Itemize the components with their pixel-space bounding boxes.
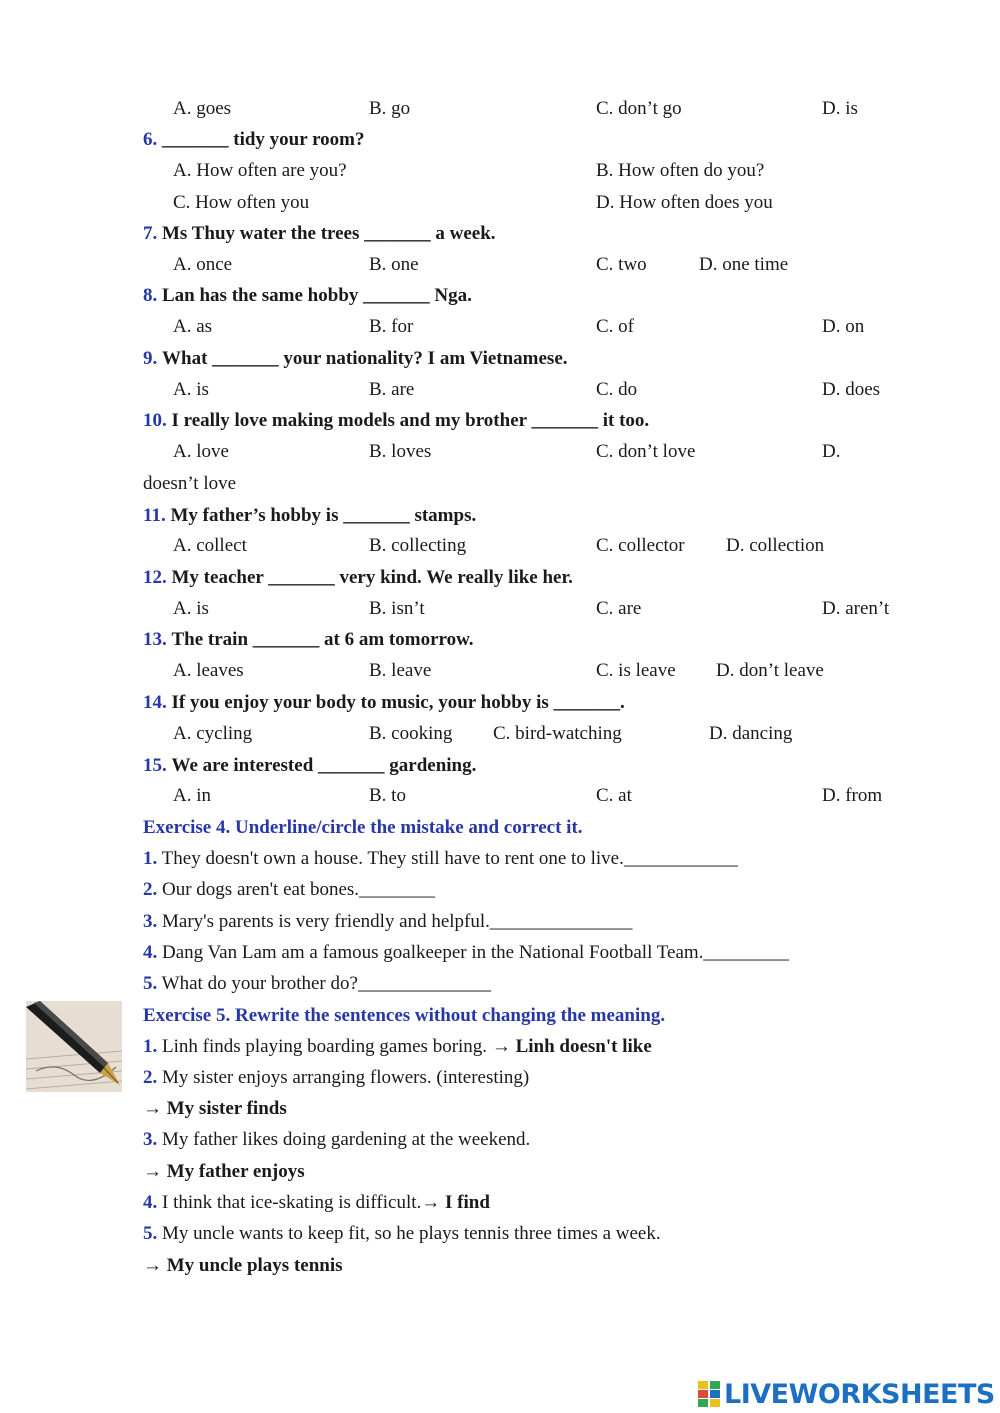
item-text: I think that ice-skating is difficult. <box>162 1192 422 1213</box>
item-number: 5. <box>143 1223 158 1244</box>
q12-option-a[interactable]: A. is <box>173 598 209 619</box>
q13-option-d[interactable]: D. don’t leave <box>716 660 824 681</box>
arrow-icon: → <box>143 1255 162 1276</box>
exercise-5-item <box>143 1067 529 1089</box>
question-stem: Ms Thuy water the trees _______ a week. <box>162 223 496 244</box>
question-stem: The train _______ at 6 am tomorrow. <box>171 629 474 650</box>
q7-option-b[interactable]: B. one <box>369 254 419 275</box>
arrow-icon: → <box>491 1036 511 1057</box>
q7-option-c[interactable]: C. two <box>596 254 647 275</box>
arrow-icon: → <box>421 1192 441 1213</box>
q6-option-d[interactable]: D. How often does you <box>596 192 773 213</box>
question-stem: My father’s hobby is _______ stamps. <box>170 505 477 526</box>
q14-option-c[interactable]: C. bird-watching <box>493 723 622 744</box>
exercise-5-item <box>143 1223 661 1245</box>
exercise-4-title: Exercise 4. Underline/circle the mistake and correct it. <box>143 817 583 838</box>
item-number: 1. <box>143 848 158 869</box>
item-text: Dang Van Lam am a famous goalkeeper in the National Football Team._________ <box>162 942 789 963</box>
arrow-icon: → <box>143 1161 162 1182</box>
rewrite-prompt[interactable]: My sister finds <box>162 1098 287 1119</box>
q5-option-d[interactable]: D. is <box>822 98 858 119</box>
question-number: 12. <box>143 567 167 588</box>
q5-option-a[interactable]: A. goes <box>173 98 232 119</box>
item-text: They doesn't own a house. They still have to rent one to live.____________ <box>161 848 738 869</box>
exercise-5-title: Exercise 5. Rewrite the sentences without changing the meaning. <box>143 1005 666 1026</box>
question-number: 11. <box>143 505 166 526</box>
item-text: My uncle wants to keep fit, so he plays tennis three times a week. <box>162 1223 661 1244</box>
q11-option-b[interactable]: B. collecting <box>369 535 467 556</box>
question-14 <box>143 692 625 714</box>
item-number: 5. <box>143 973 158 994</box>
q6-option-b[interactable]: B. How often do you? <box>596 160 765 181</box>
rewrite-prompt[interactable]: My uncle plays tennis <box>162 1255 343 1276</box>
q9-option-b[interactable]: B. are <box>369 379 415 400</box>
logo-text: LIVEWORKSHEETS <box>724 1378 995 1410</box>
q13-option-a[interactable]: A. leaves <box>173 660 244 681</box>
exercise-5-item <box>143 1192 490 1214</box>
question-12 <box>143 567 573 589</box>
q10-option-b[interactable]: B. loves <box>369 441 432 462</box>
exercise-5-answer-line <box>143 1255 343 1277</box>
question-stem: My teacher _______ very kind. We really like her. <box>171 567 573 588</box>
q9-option-d[interactable]: D. does <box>822 379 881 400</box>
question-stem: _______ tidy your room? <box>162 129 365 150</box>
q11-option-c[interactable]: C. collector <box>596 535 685 556</box>
q9-option-a[interactable]: A. is <box>173 379 209 400</box>
q8-option-a[interactable]: A. as <box>173 316 213 337</box>
question-7 <box>143 223 496 245</box>
liveworksheets-logo <box>698 1378 995 1410</box>
item-text: Our dogs aren't eat bones.________ <box>162 879 436 900</box>
rewrite-prompt[interactable]: My father enjoys <box>162 1161 305 1182</box>
q15-option-b[interactable]: B. to <box>369 785 406 806</box>
q6-option-a[interactable]: A. How often are you? <box>173 160 347 181</box>
question-stem: If you enjoy your body to music, your hobby is _______. <box>171 692 625 713</box>
question-number: 9. <box>143 348 158 369</box>
q9-option-c[interactable]: C. do <box>596 379 638 400</box>
question-8 <box>143 285 472 307</box>
item-number: 4. <box>143 942 158 963</box>
question-stem: Lan has the same hobby _______ Nga. <box>162 285 472 306</box>
exercise-5-item <box>143 1036 652 1058</box>
exercise-4-item[interactable] <box>143 942 789 964</box>
item-number: 3. <box>143 911 158 932</box>
q14-option-a[interactable]: A. cycling <box>173 723 253 744</box>
q12-option-b[interactable]: B. isn’t <box>369 598 425 619</box>
exercise-4-item[interactable] <box>143 911 632 933</box>
q6-option-c[interactable]: C. How often you <box>173 192 310 213</box>
exercise-4-item[interactable] <box>143 973 491 995</box>
q5-option-c[interactable]: C. don’t go <box>596 98 682 119</box>
q10-option-a[interactable]: A. love <box>173 441 229 462</box>
item-number: 2. <box>143 879 158 900</box>
question-10 <box>143 410 649 432</box>
q12-option-d[interactable]: D. aren’t <box>822 598 890 619</box>
item-number: 4. <box>143 1192 158 1213</box>
q10-option-d-text[interactable]: doesn’t love <box>143 473 237 494</box>
item-number: 2. <box>143 1067 158 1088</box>
question-number: 7. <box>143 223 158 244</box>
fountain-pen-icon <box>26 1001 122 1092</box>
question-15 <box>143 755 476 777</box>
item-text: Mary's parents is very friendly and helpful._______________ <box>162 911 633 932</box>
question-number: 10. <box>143 410 167 431</box>
question-6 <box>143 129 365 151</box>
exercise-5-item <box>143 1129 530 1151</box>
arrow-icon: → <box>143 1098 162 1119</box>
q8-option-c[interactable]: C. of <box>596 316 634 337</box>
q11-option-a[interactable]: A. collect <box>173 535 247 556</box>
question-stem: We are interested _______ gardening. <box>171 755 477 776</box>
question-number: 14. <box>143 692 167 713</box>
q12-option-c[interactable]: C. are <box>596 598 642 619</box>
question-number: 8. <box>143 285 158 306</box>
q10-option-c[interactable]: C. don’t love <box>596 441 696 462</box>
exercise-5-answer-line <box>143 1098 287 1120</box>
q15-option-c[interactable]: C. at <box>596 785 632 806</box>
rewrite-prompt[interactable]: I find <box>440 1192 490 1213</box>
exercise-4-item[interactable] <box>143 848 738 870</box>
item-number: 3. <box>143 1129 158 1150</box>
q13-option-c[interactable]: C. is leave <box>596 660 676 681</box>
item-text: My father likes doing gardening at the weekend. <box>162 1129 531 1150</box>
q11-option-d[interactable]: D. collection <box>726 535 825 556</box>
question-number: 13. <box>143 629 167 650</box>
question-9 <box>143 348 568 370</box>
item-text: My sister enjoys arranging flowers. (interesting) <box>162 1067 530 1088</box>
q7-option-a[interactable]: A. once <box>173 254 233 275</box>
question-number: 15. <box>143 755 167 776</box>
rewrite-prompt[interactable]: Linh doesn't like <box>510 1036 652 1057</box>
q8-option-b[interactable]: B. for <box>369 316 414 337</box>
q15-option-a[interactable]: A. in <box>173 785 211 806</box>
question-13 <box>143 629 474 651</box>
question-number: 6. <box>143 129 158 150</box>
exercise-5-answer-line <box>143 1161 305 1183</box>
q8-option-d[interactable]: D. on <box>822 316 865 337</box>
item-number: 1. <box>143 1036 158 1057</box>
item-text: What do your brother do?______________ <box>161 973 491 994</box>
q13-option-b[interactable]: B. leave <box>369 660 432 681</box>
exercise-4-item[interactable] <box>143 879 435 901</box>
question-stem: I really love making models and my brother _______ it too. <box>171 410 650 431</box>
q15-option-d[interactable]: D. from <box>822 785 883 806</box>
question-11 <box>143 505 476 527</box>
q10-option-d[interactable]: D. <box>822 441 841 462</box>
question-stem: What _______ your nationality? I am Vietnamese. <box>162 348 568 369</box>
logo-blocks-icon <box>698 1381 720 1407</box>
item-text: Linh finds playing boarding games boring. <box>162 1036 492 1057</box>
q14-option-b[interactable]: B. cooking <box>369 723 453 744</box>
q14-option-d[interactable]: D. dancing <box>709 723 793 744</box>
q7-option-d[interactable]: D. one time <box>699 254 789 275</box>
q5-option-b[interactable]: B. go <box>369 98 411 119</box>
